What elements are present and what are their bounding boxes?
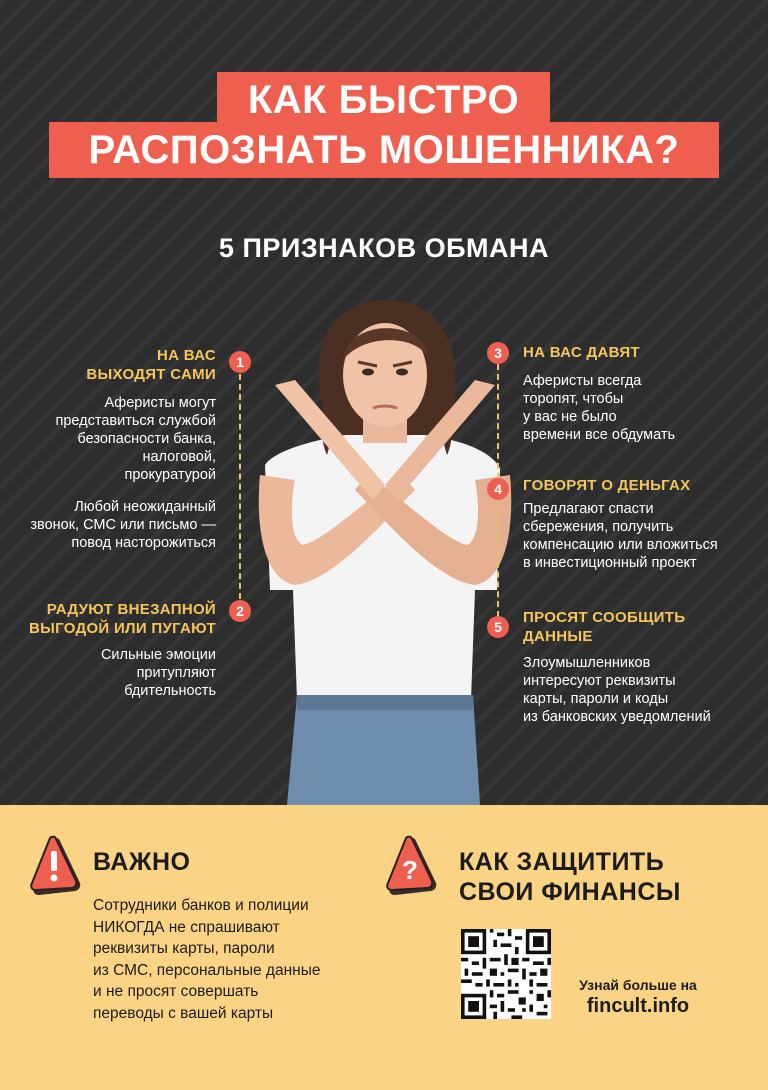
- sign-2-title-line-2: ВЫГОДОЙ ИЛИ ПУГАЮТ: [28, 620, 216, 637]
- sign-1-title-line-2: ВЫХОДЯТ САМИ: [86, 366, 216, 383]
- sign-1-text-line: прокуратурой: [124, 467, 216, 483]
- sign-4-text-line: компенсацию или вложиться: [523, 537, 718, 553]
- sign-4-text-line: в инвестиционный проект: [523, 555, 697, 571]
- bottom-section: [0, 805, 768, 1090]
- sign-1-text: [10, 394, 216, 484]
- sign-3-title-line-1: НА ВАС ДАВЯТ: [523, 344, 640, 361]
- sign-4-title: [523, 476, 753, 495]
- sign-4-number: 4: [487, 478, 509, 500]
- qr-code[interactable]: [461, 929, 551, 1019]
- sign-1-text-2: [10, 498, 216, 552]
- sign-5-text-line: из банковских уведомлений: [523, 709, 711, 725]
- sign-1-number: 1: [229, 351, 251, 373]
- sign-4-title-line-1: ГОВОРЯТ О ДЕНЬГАХ: [523, 477, 691, 494]
- sign-2-title: [10, 600, 216, 638]
- title-line-1: КАК БЫСТРО: [217, 72, 550, 128]
- sign-3-text-line: у вас не было: [523, 409, 617, 425]
- important-text-line: НИКОГДА не спрашивают: [93, 918, 280, 936]
- sign-3-number: 3: [487, 342, 509, 364]
- question-warning-icon: [386, 835, 438, 897]
- sign-5-title-line-1: ПРОСЯТ СООБЩИТЬ: [523, 609, 686, 626]
- sign-3-text-line: Аферисты всегда: [523, 373, 642, 389]
- sign-4-text-line: сбережения, получить: [523, 519, 674, 535]
- protect-heading-line-1: КАК ЗАЩИТИТЬ: [459, 848, 665, 876]
- sign-1-text-line: безопасности банка,: [77, 431, 216, 447]
- important-heading: ВАЖНО: [93, 848, 191, 876]
- sign-2-number: 2: [229, 600, 251, 622]
- sign-2-text: [10, 646, 216, 700]
- sign-5-number: 5: [487, 616, 509, 638]
- title-line-2: РАСПОЗНАТЬ МОШЕННИКА?: [49, 122, 719, 178]
- protect-heading: [459, 847, 681, 907]
- woman-crossed-arms-photo: [235, 290, 535, 805]
- important-text-line: Сотрудники банков и полиции: [93, 897, 309, 914]
- important-text-line: реквизиты карты, пароли: [93, 940, 275, 957]
- sign-3-text-line: торопят, чтобы: [523, 391, 624, 407]
- sign-1-title: [20, 346, 216, 384]
- sign-5-title-line-2: ДАННЫЕ: [523, 628, 593, 645]
- subtitle: 5 ПРИЗНАКОВ ОБМАНА: [218, 233, 550, 263]
- sign-5-text-line: интересуют реквизиты: [523, 673, 676, 689]
- sign-3-title: [523, 343, 753, 362]
- important-text-line: и не просят совершать: [93, 983, 259, 1000]
- learn-more-block: [568, 977, 708, 1018]
- sign-2-title-line-1: РАДУЮТ ВНЕЗАПНОЙ: [46, 601, 216, 618]
- sign-1-text-2-line: Любой неожиданный: [74, 499, 216, 515]
- sign-3-text-line: времени все обдумать: [523, 427, 676, 443]
- sign-2-text-line: притупляют: [136, 665, 216, 681]
- sign-5-title: [523, 608, 753, 646]
- sign-2-text-line: бдительность: [124, 683, 216, 699]
- left-dashed-line: [239, 374, 241, 599]
- important-text: [93, 895, 363, 1024]
- exclamation-warning-icon: [30, 835, 82, 897]
- sign-1-text-2-line: звонок, СМС или письмо —: [30, 517, 216, 533]
- sign-1-text-line: Аферисты могут: [104, 395, 216, 411]
- sign-5-text-line: Злоумышленников: [523, 655, 651, 671]
- sign-1-text-2-line: повод насторожиться: [71, 535, 216, 551]
- sign-3-text: [523, 372, 758, 444]
- important-text-line: из СМС, персональные данные: [93, 961, 321, 979]
- sign-1-text-line: представиться службой: [55, 413, 216, 429]
- site-link[interactable]: fincult.info: [586, 995, 690, 1017]
- sign-4-text: [523, 500, 763, 572]
- svg-text:?: ?: [402, 855, 418, 885]
- protect-heading-line-2: СВОИ ФИНАНСЫ: [459, 878, 681, 906]
- sign-5-text-line: карты, пароли и коды: [523, 691, 669, 707]
- sign-2-text-line: Сильные эмоции: [100, 647, 216, 663]
- sign-4-text-line: Предлагают спасти: [523, 501, 654, 517]
- important-text-line: переводы с вашей карты: [93, 1004, 274, 1022]
- sign-5-text: [523, 654, 763, 726]
- sign-1-text-line: налоговой,: [142, 449, 216, 465]
- learn-more-label: Узнай больше на: [579, 977, 697, 993]
- sign-1-title-line-1: НА ВАС: [156, 347, 216, 364]
